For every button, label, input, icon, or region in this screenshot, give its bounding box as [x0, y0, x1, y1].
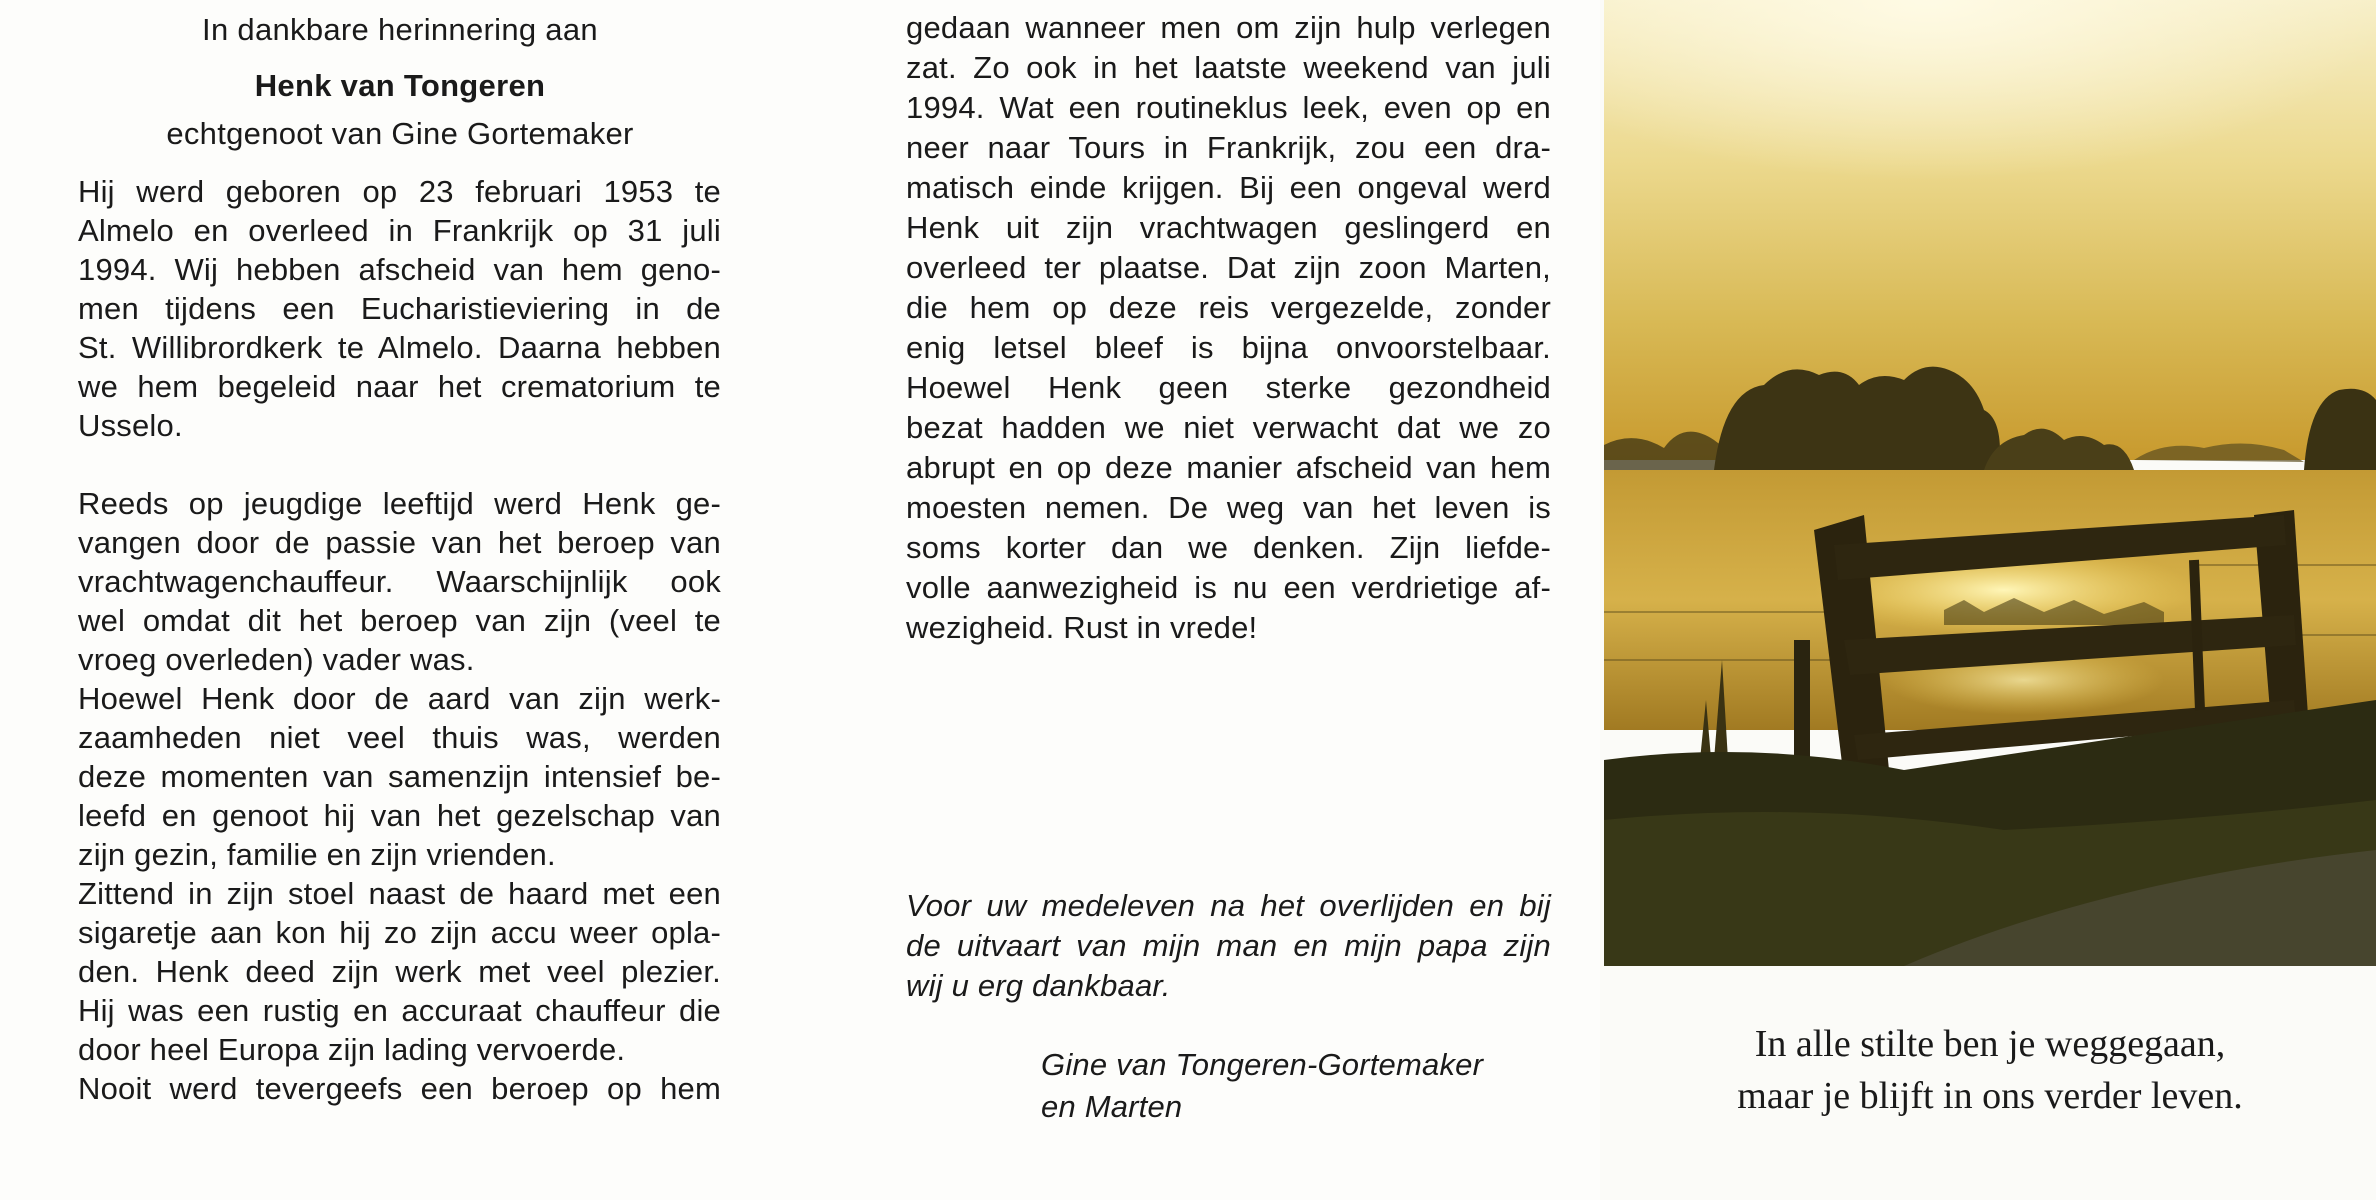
intro-line: In dankbare herinnering aan — [202, 12, 598, 47]
body-line: men tijdens een Eucharistieviering in de — [78, 291, 721, 326]
body-line: Reeds op jeugdige leeftijd werd Henk ge- — [78, 486, 721, 521]
thanks-line: Voor uw medeleven na het overlijden en bij — [906, 888, 1551, 923]
signature-line: en Marten — [1041, 1089, 1183, 1124]
body-line: abrupt en op deze manier afscheid van hem — [906, 450, 1551, 485]
body-line: matisch einde krijgen. Bij een ongeval werd — [906, 170, 1551, 205]
body-line: zat. Zo ook in het laatste weekend van juli — [906, 50, 1551, 85]
body-line: deze momenten van samenzijn intensief be- — [78, 759, 721, 794]
right-panel — [1600, 0, 2376, 1200]
body-line: vroeg overleden) vader was. — [78, 642, 475, 677]
body-line: zijn gezin, familie en zijn vrienden. — [78, 837, 556, 872]
body-line: vangen door de passie van het beroep van — [78, 525, 721, 560]
body-line: overleed ter plaatse. Dat zijn zoon Marten, — [906, 250, 1551, 285]
body-line: zaamheden niet veel thuis was, werden — [78, 720, 721, 755]
spouse-line: echtgenoot van Gine Gortemaker — [166, 116, 634, 151]
middle-panel — [880, 0, 1600, 1200]
thanks-line: wij u erg dankbaar. — [906, 968, 1171, 1003]
body-line: Hij was een rustig en accuraat chauffeur die — [78, 993, 721, 1028]
body-line: we hem begeleid naar het crematorium te — [78, 369, 721, 404]
body-line: Almelo en overleed in Frankrijk op 31 juli — [78, 213, 721, 248]
body-line: gedaan wanneer men om zijn hulp verlegen — [906, 10, 1551, 45]
body-line: neer naar Tours in Frankrijk, zou een dra- — [906, 130, 1551, 165]
body-line: Nooit werd tevergeefs een beroep op hem — [78, 1071, 721, 1106]
body-line: bezat hadden we niet verwacht dat we zo — [906, 410, 1551, 445]
body-line: Hoewel Henk geen sterke gezondheid — [906, 370, 1551, 405]
body-line: Hoewel Henk door de aard van zijn werk- — [78, 681, 721, 716]
body-line: door heel Europa zijn lading vervoerde. — [78, 1032, 626, 1067]
body-line: Henk uit zijn vrachtwagen geslingerd en — [906, 210, 1551, 245]
verse-line: In alle stilte ben je weggegaan, — [1754, 1023, 2226, 1065]
sunset-gate-photo — [1604, 0, 2376, 966]
thanks-line: de uitvaart van mijn man en mijn papa zijn — [906, 928, 1551, 963]
deceased-name: Henk van Tongeren — [254, 68, 546, 103]
body-line: den. Henk deed zijn werk met veel plezier. — [78, 954, 721, 989]
body-line: volle aanwezigheid is nu een verdrietige af- — [906, 570, 1551, 605]
body-line: leefd en genoot hij van het gezelschap van — [78, 798, 721, 833]
body-line: enig letsel bleef is bijna onvoorstelbaar. — [906, 330, 1551, 365]
body-line: Usselo. — [78, 408, 183, 443]
body-line: Hij werd geboren op 23 februari 1953 te — [78, 174, 721, 209]
body-line: Zittend in zijn stoel naast de haard met een — [78, 876, 721, 911]
left-panel — [0, 0, 880, 1200]
body-line: vrachtwagenchauffeur. Waarschijnlijk ook — [78, 564, 721, 599]
verse-line: maar je blijft in ons verder leven. — [1737, 1075, 2243, 1117]
body-line: sigaretje aan kon hij zo zijn accu weer opla- — [78, 915, 721, 950]
body-line: 1994. Wat een routineklus leek, even op en — [906, 90, 1551, 125]
body-line: moesten nemen. De weg van het leven is — [906, 490, 1551, 525]
body-line: wezigheid. Rust in vrede! — [906, 610, 1258, 645]
body-line: soms korter dan we denken. Zijn liefde- — [906, 530, 1551, 565]
body-line: wel omdat dit het beroep van zijn (veel te — [78, 603, 721, 638]
signature-line: Gine van Tongeren-Gortemaker — [1041, 1047, 1484, 1082]
body-line: St. Willibrordkerk te Almelo. Daarna hebben — [78, 330, 721, 365]
body-line: 1994. Wij hebben afscheid van hem geno- — [78, 252, 721, 287]
body-line: die hem op deze reis vergezelde, zonder — [906, 290, 1551, 325]
